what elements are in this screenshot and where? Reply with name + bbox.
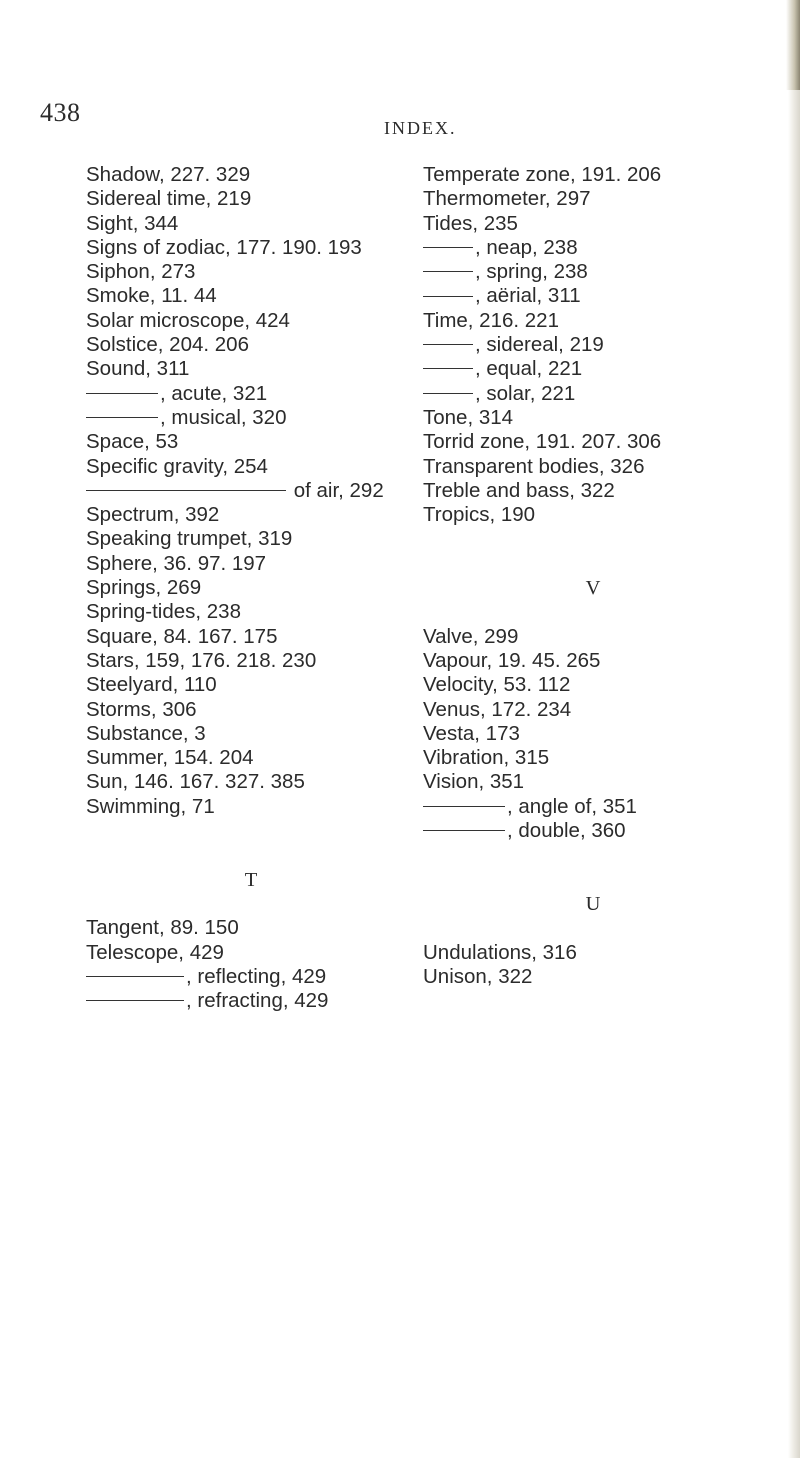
index-entry: Undulations, 316 [423,940,577,964]
index-entry: Treble and bass, 322 [423,478,615,502]
index-entry: Sphere, 36. 97. 197 [86,551,267,575]
index-subentry-text: , aërial, 311 [475,284,581,308]
index-subentry-text: , refracting, 429 [186,989,329,1013]
ditto-rule [423,247,473,248]
index-entry: Telescope, 429 [86,940,224,964]
index-spacer [423,600,763,624]
index-entry: Vision, 351 [423,770,525,794]
ditto-rule [86,490,286,491]
index-entry: Sight, 344 [86,211,179,235]
index-entry: Vapour, 19. 45. 265 [423,648,601,672]
index-subentry [86,406,416,430]
ditto-rule [86,417,158,418]
index-entry: Summer, 154. 204 [86,746,254,770]
section-letter: T [244,868,258,891]
page-edge-shadow [788,0,800,1458]
index-subentry [423,795,763,819]
index-entry: Transparent bodies, 326 [423,454,645,478]
index-entry: Time, 216. 221 [423,308,559,332]
section-letter: U [585,892,601,915]
index-subentry [423,357,763,381]
ditto-rule [423,830,505,831]
ditto-rule [86,976,184,977]
ditto-rule [86,393,158,394]
section-letter: V [585,577,601,600]
index-subentry [423,260,763,284]
index-entry: Venus, 172. 234 [423,697,572,721]
index-column-right [423,163,763,989]
index-entry: Sidereal time, 219 [86,187,252,211]
index-spacer [86,892,416,916]
index-subentry-text: , sidereal, 219 [475,333,604,357]
index-subentry-text: , equal, 221 [475,357,583,381]
page-edge-stain [786,0,800,90]
index-subentry-text: , reflecting, 429 [186,964,327,988]
page-number: 438 [40,98,81,127]
index-subentry-text: , spring, 238 [475,260,588,284]
ditto-rule [423,393,473,394]
index-entry: Space, 53 [86,430,179,454]
index-entry: Tangent, 89. 150 [86,916,239,940]
index-entry: Vesta, 173 [423,721,520,745]
index-entry: Siphon, 273 [86,260,196,284]
index-entry: Speaking trumpet, 319 [86,527,293,551]
index-entry: Thermometer, 297 [423,187,591,211]
index-spacer [423,868,763,892]
index-entry: Velocity, 53. 112 [423,673,571,697]
index-entry: Substance, 3 [86,721,206,745]
index-subentry [423,236,763,260]
running-head: INDEX. [384,118,457,138]
index-entry: Specific gravity, 254 [86,454,268,478]
index-entry: Valve, 299 [423,624,519,648]
index-entry: Solar microscope, 424 [86,308,290,332]
index-spacer [423,527,763,551]
index-entry: Signs of zodiac, 177. 190. 193 [86,235,362,259]
index-subentry [86,382,416,406]
index-entry: Sound, 311 [86,357,190,381]
index-subentry-text: , angle of, 351 [507,794,637,818]
index-entry: Tropics, 190 [423,503,536,527]
ditto-rule [423,368,473,369]
index-spacer [423,843,763,867]
index-subentry [423,382,763,406]
index-entry: Tone, 314 [423,405,514,429]
index-entry: Smoke, 11. 44 [86,284,217,308]
index-entry: Shadow, 227. 329 [86,163,251,186]
index-entry: Stars, 159, 176. 218. 230 [86,648,317,672]
index-subentry [423,284,763,308]
index-spacer [423,552,763,576]
index-entry: Spring-tides, 238 [86,600,241,624]
index-column-left [86,163,416,1013]
index-entry: Vibration, 315 [423,746,550,770]
index-spacer [86,843,416,867]
index-spacer [423,916,763,940]
index-subentry-text: , musical, 320 [160,405,287,429]
index-subentry [86,965,416,989]
index-entry: Storms, 306 [86,697,197,721]
index-entry: Sun, 146. 167. 327. 385 [86,770,305,794]
index-entry: Square, 84. 167. 175 [86,624,278,648]
ditto-rule [86,1000,184,1001]
index-subentry-text: , solar, 221 [475,381,576,405]
index-subentry [86,989,416,1013]
index-entry: Steelyard, 110 [86,673,217,697]
index-entry: Temperate zone, 191. 206 [423,163,662,186]
index-subentry-text: , acute, 321 [160,381,268,405]
index-spacer [86,819,416,843]
index-subentry [423,819,763,843]
index-subentry [86,479,416,503]
index-entry: Springs, 269 [86,576,202,600]
ditto-rule [423,806,505,807]
index-entry: Spectrum, 392 [86,503,220,527]
index-subentry-text: , double, 360 [507,819,626,843]
index-entry: Unison, 322 [423,964,533,988]
index-subentry [423,333,763,357]
ditto-rule [423,271,473,272]
index-subentry-text: , neap, 238 [475,235,578,259]
index-entry: Torrid zone, 191. 207. 306 [423,430,662,454]
ditto-rule [423,344,473,345]
index-entry: Swimming, 71 [86,794,215,818]
ditto-rule [423,296,473,297]
index-subentry-text: of air, 292 [288,478,384,502]
index-entry: Solstice, 204. 206 [86,333,249,357]
index-entry: Tides, 235 [423,211,518,235]
